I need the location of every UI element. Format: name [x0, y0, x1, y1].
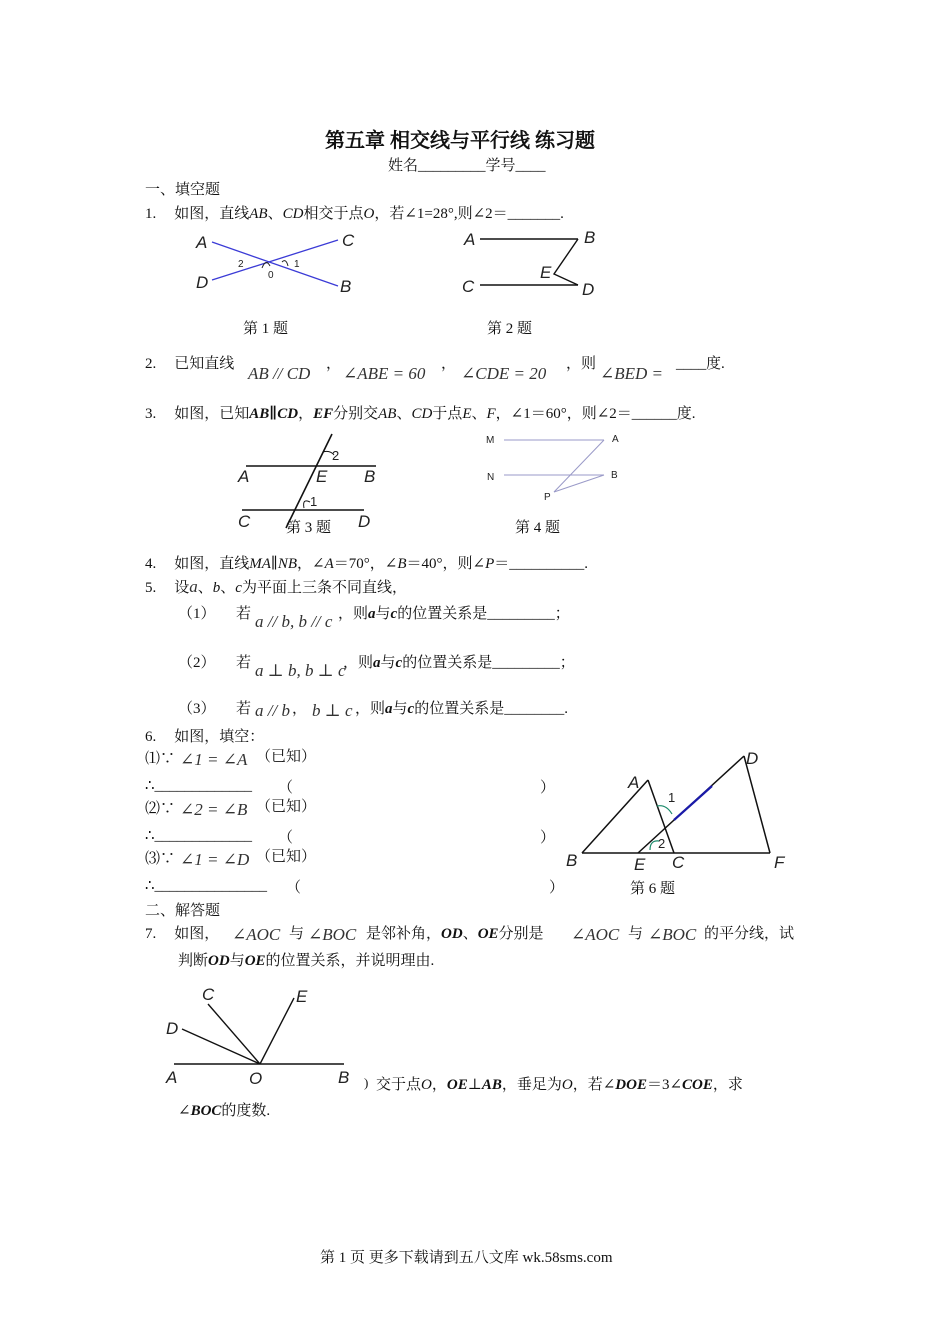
- q8-var: AB: [481, 1077, 502, 1093]
- label-a: A: [612, 434, 619, 445]
- label-c: C: [462, 277, 475, 296]
- figure-1-intersecting-lines: [190, 228, 370, 298]
- q7-math: ∠BOC: [308, 925, 357, 944]
- q3-text: 、: [471, 406, 487, 422]
- q1-text: 、: [267, 206, 283, 222]
- line-ap: [554, 440, 604, 492]
- question-number: 5.: [145, 580, 157, 596]
- label-e: E: [296, 987, 308, 1006]
- q8-text: ，: [431, 1077, 447, 1093]
- q5-item-ruo: 若: [236, 606, 252, 622]
- q5-item-math: a // b: [255, 701, 290, 720]
- label-e: E: [540, 263, 552, 282]
- q6-math: ∠1 = ∠D: [180, 850, 250, 869]
- q5-text: ，则: [338, 606, 369, 622]
- label-e: E: [316, 467, 328, 486]
- question-1: [145, 202, 564, 223]
- label-c: C: [672, 853, 685, 872]
- label-a: A: [166, 1068, 178, 1087]
- q5-item-text: ，: [292, 701, 308, 717]
- q6-math: ∠1 = ∠A: [180, 750, 248, 769]
- figure-2-caption: 第 2 题: [487, 321, 533, 337]
- q8-fragment-mark: ): [364, 1075, 369, 1090]
- q3-text: 于点: [432, 406, 463, 422]
- q4-var: P: [485, 556, 495, 572]
- q7-text: 判断: [178, 953, 209, 969]
- q3-var: AB∥CD: [249, 406, 299, 422]
- question-number: 2.: [145, 356, 157, 372]
- q6-row: ⑴∵: [145, 751, 176, 767]
- q5-item-index: （2）: [178, 655, 216, 671]
- q8-text: ⊥: [467, 1077, 482, 1093]
- label-f: F: [774, 853, 785, 872]
- q5-math-a: a: [189, 577, 198, 596]
- label-b: B: [584, 228, 596, 247]
- q1-var: CD: [282, 206, 304, 222]
- q6-text: 如图，填空：: [174, 729, 265, 745]
- q4-var: MA∥NB: [249, 556, 298, 572]
- line-cd: [212, 240, 338, 280]
- q6-math: ∠2 = ∠B: [180, 800, 248, 819]
- label-b: B: [566, 851, 578, 870]
- ray-oe: [260, 998, 294, 1064]
- label-2: 2: [658, 836, 666, 851]
- q8-text: ∠: [178, 1103, 191, 1119]
- q2-text: 已知直线: [174, 356, 235, 372]
- angle-arc: [282, 261, 288, 266]
- q8-var: OE: [446, 1077, 468, 1093]
- label-b: B: [611, 470, 618, 481]
- figure-6-triangles: [562, 748, 802, 878]
- q4-text: ＝40°，则∠: [406, 556, 486, 572]
- question-number: 7.: [145, 926, 157, 942]
- q6-note: （已知）: [256, 799, 317, 815]
- q7-text: 、: [462, 926, 478, 942]
- label-o: 0: [268, 270, 274, 281]
- q8-line-2: [178, 1099, 270, 1120]
- q3-var: CD: [411, 406, 433, 422]
- q2-text: ，: [441, 356, 457, 372]
- q7-text: 与: [628, 926, 644, 942]
- figure-7-adjacent-angles: [160, 984, 360, 1094]
- figure-6-caption: 第 6 题: [630, 881, 676, 897]
- q5-text: 与: [392, 701, 408, 717]
- ray-od: [182, 1029, 260, 1064]
- q2-math: ∠CDE = 20: [461, 364, 547, 383]
- q3-var: AB: [378, 406, 397, 422]
- q3-text: 分别交: [333, 406, 379, 422]
- question-number: 3.: [145, 406, 157, 422]
- q5-var: c: [235, 580, 242, 596]
- label-a: A: [464, 230, 476, 249]
- q7-text: 的位置关系，并说明理由.: [265, 953, 435, 969]
- polyline-bed: [554, 239, 578, 285]
- page-footer: 第 1 页 更多下载请到五八文库 wk.58sms.com: [320, 1250, 613, 1266]
- q8-var: BOC: [190, 1103, 222, 1119]
- q3-var: F: [486, 406, 496, 422]
- q5-item-text: [338, 602, 570, 623]
- q1-var: O: [363, 206, 375, 222]
- figure-2-parallel-lines: [458, 226, 618, 301]
- q3-text: 、: [396, 406, 412, 422]
- label-1: 1: [668, 790, 676, 805]
- label-e: E: [634, 855, 646, 874]
- page-title: 第五章 相交线与平行线 练习题: [325, 130, 595, 152]
- q2-math: AB // CD: [248, 364, 311, 383]
- q5-text: ，则: [355, 701, 386, 717]
- q8-text: ，求: [712, 1077, 743, 1093]
- label-d: D: [582, 280, 595, 299]
- q5-item-index: （1）: [178, 606, 216, 622]
- q4-var: B: [397, 556, 407, 572]
- q6-row: ⑶∵: [145, 851, 176, 867]
- q4-text: 如图，直线: [174, 556, 250, 572]
- q2-text: ，则: [566, 356, 597, 372]
- label-a: A: [628, 773, 640, 792]
- figure-4-caption: 第 4 题: [515, 520, 561, 536]
- q5-text: 的位置关系是________.: [414, 701, 568, 717]
- q5-var: c: [407, 701, 415, 717]
- q5-item-text: [343, 651, 575, 672]
- q4-text: ＝70°，∠: [333, 556, 398, 572]
- q4-var: A: [324, 556, 334, 572]
- q4-text: ，∠: [297, 556, 325, 572]
- q5-item-ruo: 若: [236, 701, 252, 717]
- q2-text: ____度.: [676, 356, 725, 372]
- section-answer-heading: 二、解答题: [145, 903, 221, 919]
- q5-item-ruo: 若: [236, 655, 252, 671]
- label-1: 1: [310, 494, 318, 509]
- line-ed-highlight: [674, 786, 712, 820]
- q1-var: AB: [249, 206, 268, 222]
- name-id-line: 姓名_________学号____: [388, 158, 546, 174]
- label-a: A: [196, 233, 208, 252]
- label-a: A: [238, 467, 250, 486]
- q5-var: a: [373, 655, 381, 671]
- q5-text: 与: [375, 606, 391, 622]
- figure-1-caption: 第 1 题: [243, 321, 289, 337]
- q8-text: ＝3∠: [646, 1077, 683, 1093]
- q5-var: b: [212, 580, 221, 596]
- label-c: C: [238, 512, 251, 531]
- ray-oc: [208, 1004, 260, 1064]
- q8-var: O: [421, 1077, 432, 1093]
- label-m: M: [486, 435, 495, 446]
- q7-math: ∠AOC: [232, 925, 281, 944]
- q4-text: ＝__________.: [494, 556, 589, 572]
- question-8: [376, 1073, 743, 1094]
- line-ab: [212, 242, 338, 286]
- question-6: [145, 725, 264, 746]
- figure-4-parallel-with-point: [484, 430, 634, 505]
- label-1: 1: [294, 259, 300, 270]
- q8-var: DOE: [615, 1077, 647, 1093]
- q7-line-2: [178, 949, 434, 970]
- q6-row: ∴_____________: [145, 778, 253, 794]
- q7-text: 与: [289, 926, 305, 942]
- q8-text: ，若∠: [572, 1077, 616, 1093]
- figure-3-transversal: [236, 430, 396, 530]
- q6-paren: （: [286, 880, 302, 896]
- q6-row: ⑵∵: [145, 801, 176, 817]
- q7-text: 与: [229, 953, 245, 969]
- q1-text: 相交于点: [303, 206, 364, 222]
- q2-text: ，: [326, 356, 342, 372]
- q5-var: c: [395, 655, 403, 671]
- label-d: D: [196, 273, 209, 292]
- label-2: 2: [332, 448, 340, 463]
- q5-text: 、: [220, 580, 236, 596]
- label-d: D: [746, 749, 759, 768]
- label-o: O: [249, 1069, 263, 1088]
- q5-text: ，则: [343, 655, 374, 671]
- q6-paren: ）: [540, 780, 556, 796]
- q8-text: ，垂足为: [501, 1077, 562, 1093]
- q6-note: （已知）: [256, 749, 317, 765]
- q7-var: OE: [477, 926, 499, 942]
- q6-paren: （: [278, 780, 294, 796]
- label-b: B: [364, 467, 376, 486]
- q5-text: 、: [197, 580, 213, 596]
- label-d: D: [358, 512, 371, 531]
- q7-text: 分别是: [498, 926, 544, 942]
- q5-var: c: [390, 606, 398, 622]
- q6-paren: ）: [549, 880, 565, 896]
- q3-text: ，: [298, 406, 314, 422]
- question-3: [145, 402, 696, 423]
- question-number: 4.: [145, 556, 157, 572]
- q7-math: ∠AOC: [571, 925, 620, 944]
- q5-item-math: a // b, b // c: [255, 612, 333, 631]
- q7-text: [366, 922, 544, 943]
- label-c: C: [202, 985, 215, 1004]
- line-df: [744, 756, 770, 853]
- q2-math: ∠ABE = 60: [343, 364, 426, 383]
- question-2: [145, 352, 234, 392]
- q8-text: 交于点: [376, 1077, 422, 1093]
- q7-var: OE: [244, 953, 266, 969]
- label-p: P: [544, 492, 551, 503]
- q3-text: ，∠1＝60°，则∠2＝______度.: [495, 406, 696, 422]
- label-n: N: [487, 472, 495, 483]
- q5-var: a: [385, 701, 393, 717]
- figure-3-caption: 第 3 题: [286, 520, 332, 536]
- question-number: 6.: [145, 729, 157, 745]
- q6-note: （已知）: [256, 849, 317, 865]
- q7-text: 如图，: [174, 926, 220, 942]
- q5-text: 与: [380, 655, 396, 671]
- question-5: [145, 576, 407, 597]
- q6-row: ∴_____________: [145, 828, 253, 844]
- label-b: B: [340, 277, 352, 296]
- q1-text: 如图，直线: [174, 206, 250, 222]
- label-2: 2: [238, 259, 244, 270]
- q7-math: ∠BOC: [648, 925, 697, 944]
- q1-text: ，若∠1=28°,则∠2＝_______.: [374, 206, 564, 222]
- q5-item-math: a ⊥ b, b ⊥ c: [255, 661, 346, 680]
- q7-var: OD: [441, 926, 463, 942]
- q5-text: 设: [174, 580, 190, 596]
- q8-text: 的度数.: [221, 1103, 271, 1119]
- label-b: B: [338, 1068, 350, 1087]
- question-7: [145, 922, 219, 943]
- label-d: D: [166, 1019, 179, 1038]
- question-4: [145, 552, 588, 573]
- q3-var: E: [462, 406, 472, 422]
- q5-text: 的位置关系是_________；: [397, 606, 570, 622]
- section-fill-blank-heading: 一、填空题: [145, 182, 221, 198]
- q2-math: ∠BED =: [600, 364, 664, 383]
- q6-row: ∴_______________: [145, 878, 268, 894]
- question-number: 1.: [145, 206, 157, 222]
- q8-var: COE: [682, 1077, 713, 1093]
- q5-text: 的位置关系是_________；: [402, 655, 575, 671]
- q7-text: 的平分线，试: [704, 926, 795, 942]
- q3-var: EF: [313, 406, 334, 422]
- q6-paren: （: [278, 830, 294, 846]
- q5-item-text: [355, 697, 568, 718]
- q8-var: O: [561, 1077, 573, 1093]
- q7-text: 是邻补角，: [366, 926, 442, 942]
- q5-item-math: b ⊥ c: [312, 701, 353, 720]
- q5-var: a: [368, 606, 376, 622]
- q7-var: OD: [208, 953, 230, 969]
- q6-paren: ）: [540, 830, 556, 846]
- q5-item-index: （3）: [178, 701, 216, 717]
- q3-text: 如图，已知: [174, 406, 250, 422]
- label-c: C: [342, 231, 355, 250]
- q5-text: 为平面上三条不同直线，: [241, 580, 407, 596]
